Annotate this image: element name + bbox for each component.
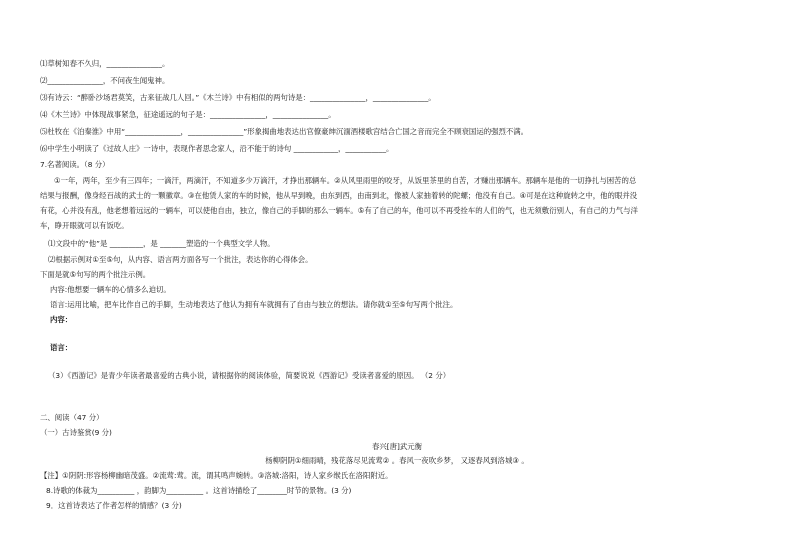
q7-example-content: 内容:他想要一辆车的心情多么迫切。 xyxy=(50,285,171,294)
fill-in-item-2: ⑵_______________，不问夜生闻鬼神。 xyxy=(40,76,170,85)
question-9: 9．这首诗表达了作者怎样的情感？(3 分) xyxy=(46,501,182,510)
section-2-title: 二、阅读（47 分） xyxy=(40,413,104,422)
fill-in-item-3: ⑶有诗云：“醉卧沙场君莫笑，古来征战几人回。”《木兰诗》中有相似的两句诗是：_______________，_______________。 xyxy=(40,93,436,102)
poem-title: 春兴[唐]武元衡 xyxy=(371,442,423,451)
fill-in-item-4: ⑷《木兰诗》中体现战事紧急，征途遥远的句子是：_______________，_______________。 xyxy=(40,110,336,119)
fill-in-item-5: ⑸杜牧在《泊秦淮》中用“_______________，_______________”形象揭曲地表达出官僚豪绅沉湎酒楼歌宫结合亡国之音而完全不顾衰国运的强烈不满。 xyxy=(40,127,529,136)
q7-passage-line-4: 车，睁开眼就可以有饭吃。 xyxy=(40,221,129,230)
q7-sub3: （3）《西游记》是青少年读者最喜爱的古典小说，请根据你的阅读体验，简要说说《西游记》受读者喜爱的原因。 （2 分） xyxy=(48,371,451,380)
q7-passage-line-2: 结果与报酬，像身经百战的武士的一颗徽章。③在他赁人家的车的时候，他从早到晚，由东到西，由南到北，像被人家抽着转的陀螺；他没有自己。④可是在这种旋转之中，他的眼并没 xyxy=(40,191,638,200)
q7-sub1: ⑴文段中的“他”是 _________，是 _______塑造的一个典型文学人物。 xyxy=(48,239,275,248)
q7-answer-content-label: 内容： xyxy=(50,315,73,324)
q7-example-language: 语言:运用比喻，把车比作自己的手脚，生动地表达了他认为拥有车就拥有了自由与独立的想法。请你就①至⑤句写两个批注。 xyxy=(50,300,458,309)
q7-passage-line-1: ①一年，两年，至少有三四年；一滴汗，两滴汗，不知道多少万滴汗，才挣出那辆车。②从风里雨里的咬牙，从饭里茶里的自苦，才赚出那辆车。那辆车是他的一切挣扎与困苦的总 xyxy=(54,176,637,185)
question-8: 8.诗歌的体裁为__________ ，韵脚为__________ 。这首诗描绘了________时节的景物。(3 分) xyxy=(46,486,352,495)
poem-note: 【注】①阴阴:形容杨柳幽暗茂盛。②流莺:莺。流，谓其鸣声婉转。③洛城:洛阳，诗人家乡缑氏在洛阳附近。 xyxy=(40,471,393,480)
q7-passage-line-3: 有花，心并没有乱，他老想着远远的一辆车，可以使他自由，独立，像自己的手脚的那么一辆车。⑤有了自己的车，他可以不再受拴车的人们的气，也无须敷衍别人，有自己的力气与洋 xyxy=(40,206,638,215)
q7-answer-language-label: 语言： xyxy=(50,343,73,352)
q7-header: 7.名著阅读。（8 分） xyxy=(40,160,110,169)
poem-text: 杨柳阴阴①细雨晴，残花落尽见流莺② 。春风一夜吹乡梦， 又逐春风到洛城③ 。 xyxy=(265,456,529,465)
section-2-subtitle: （一）古诗鉴赏(9 分) xyxy=(40,428,112,437)
q7-sub2-note: 下面是就⑤句写的两个批注示例。 xyxy=(40,270,151,279)
fill-in-item-1: ⑴草树知春不久归，_______________。 xyxy=(40,59,170,68)
q7-sub2: ⑵根据示例对①至⑤句，从内容、语言两方面各写一个批注，表达你的心得体会。 xyxy=(48,255,313,264)
fill-in-item-6: ⑹中学生小明读了《过故人庄》一诗中，表现作者思念家人，沿不能于的诗句 ____________，___________。 xyxy=(40,144,394,153)
